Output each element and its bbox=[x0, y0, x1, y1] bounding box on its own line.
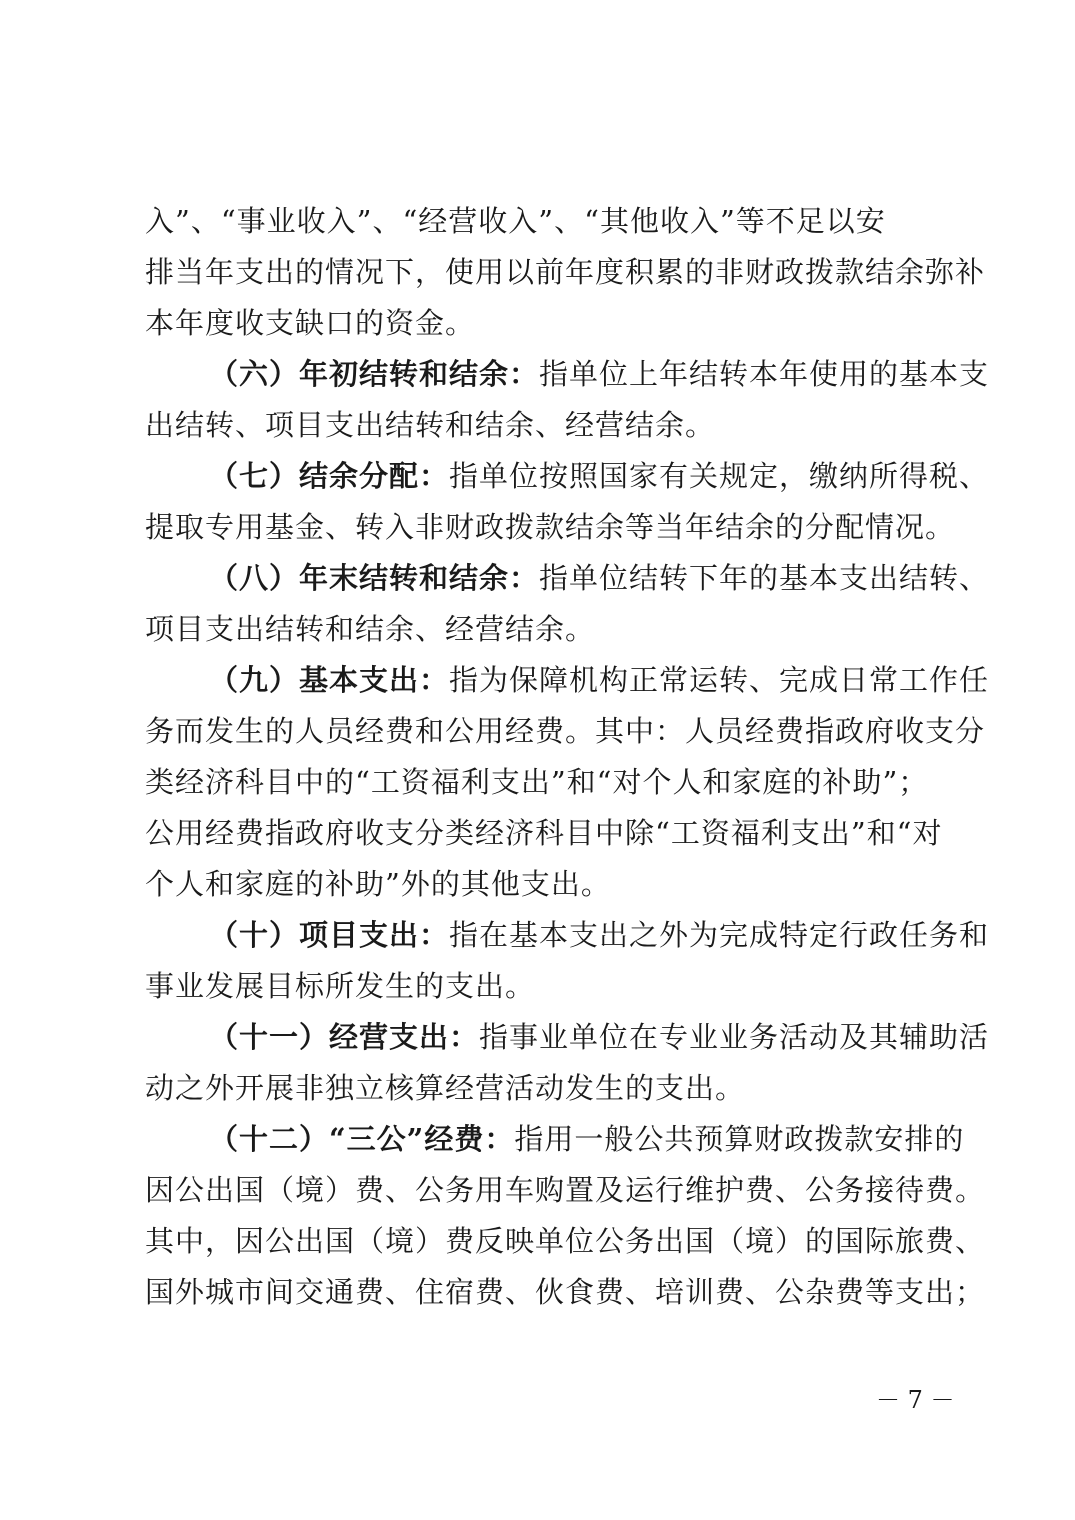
text-line bbox=[145, 349, 990, 400]
paragraph-project-expenditure bbox=[145, 910, 990, 1012]
term-heading: （八）年末结转和结余： bbox=[209, 561, 540, 595]
term-definition: 指单位上年结转本年使用的基本支 bbox=[539, 357, 990, 391]
text-line bbox=[145, 910, 990, 961]
paragraph-basic-expenditure bbox=[145, 655, 990, 910]
term-heading: （七）结余分配： bbox=[209, 459, 450, 493]
paragraph-carryover-end bbox=[145, 553, 990, 655]
paragraph-carryover-beginning bbox=[145, 349, 990, 451]
text-line bbox=[145, 655, 990, 706]
text-line: 其中，因公出国（境）费反映单位公务出国（境）的国际旅费、 bbox=[145, 1224, 986, 1258]
term-heading: （九）基本支出： bbox=[209, 663, 450, 697]
text-line: 出结转、项目支出结转和结余、经营结余。 bbox=[145, 408, 716, 442]
body-text bbox=[145, 196, 990, 1318]
text-line: 因公出国（境）费、公务用车购置及运行维护费、公务接待费。 bbox=[145, 1173, 986, 1207]
text-line: 排当年支出的情况下，使用以前年度积累的非财政拨款结余弥补 bbox=[145, 255, 986, 289]
text-line: 类经济科目中的“工资福利支出”和“对个人和家庭的补助”； bbox=[145, 765, 929, 799]
text-line: 务而发生的人员经费和公用经费。其中：人员经费指政府收支分 bbox=[145, 714, 986, 748]
term-heading: （十二）“三公”经费： bbox=[209, 1122, 515, 1156]
text-line: 提取专用基金、转入非财政拨款结余等当年结余的分配情况。 bbox=[145, 510, 956, 544]
term-definition: 指用一般公共预算财政拨款安排的 bbox=[514, 1122, 965, 1156]
term-heading: （十）项目支出： bbox=[209, 918, 450, 952]
text-line: 本年度收支缺口的资金。 bbox=[145, 306, 476, 340]
text-line: 动之外开展非独立核算经营活动发生的支出。 bbox=[145, 1071, 746, 1105]
text-line bbox=[145, 1114, 965, 1165]
term-heading: （十一）经营支出： bbox=[209, 1020, 480, 1054]
term-definition: 指为保障机构正常运转、完成日常工作任 bbox=[449, 663, 990, 697]
term-definition: 指在基本支出之外为完成特定行政任务和 bbox=[449, 918, 990, 952]
text-line: 入”、“事业收入”、“经营收入”、“其他收入”等不足以安 bbox=[145, 204, 886, 238]
text-line bbox=[145, 451, 990, 502]
page-number: － 7 － bbox=[876, 1386, 955, 1414]
paragraph-three-public-expenses bbox=[145, 1114, 986, 1318]
text-line: 公用经费指政府收支分类经济科目中除“工资福利支出”和“对 bbox=[145, 816, 943, 850]
text-line: 事业发展目标所发生的支出。 bbox=[145, 969, 536, 1003]
paragraph-operating-expenditure bbox=[145, 1012, 990, 1114]
text-line: 个人和家庭的补助”外的其他支出。 bbox=[145, 867, 611, 901]
text-line bbox=[145, 553, 990, 604]
term-definition: 指单位结转下年的基本支出结转、 bbox=[539, 561, 990, 595]
text-line bbox=[145, 1012, 990, 1063]
text-line: 项目支出结转和结余、经营结余。 bbox=[145, 612, 596, 646]
term-definition: 指单位按照国家有关规定，缴纳所得税、 bbox=[449, 459, 990, 493]
paragraph-surplus-distribution bbox=[145, 451, 990, 553]
paragraph-continuation bbox=[145, 196, 986, 349]
text-line: 国外城市间交通费、住宿费、伙食费、培训费、公杂费等支出； bbox=[145, 1275, 986, 1309]
term-definition: 指事业单位在专业业务活动及其辅助活 bbox=[479, 1020, 990, 1054]
term-heading: （六）年初结转和结余： bbox=[209, 357, 540, 391]
